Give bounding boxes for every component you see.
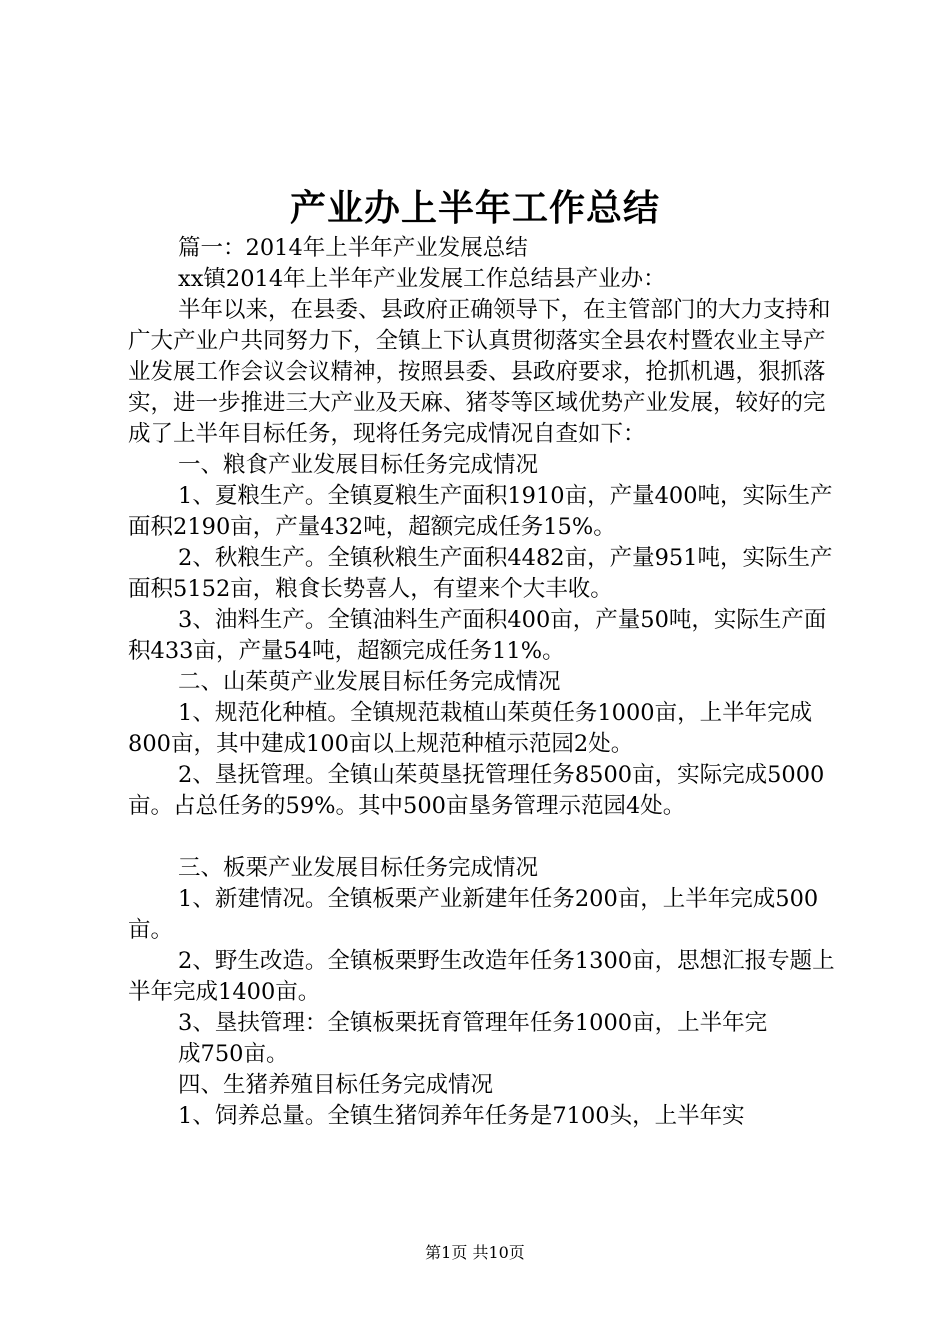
paragraph-autumn-grain: 2、秋粮生产。全镇秋粮生产面积4482亩，产量951吨，实际生产面积5152亩，粮食长势喜人，有望来个大丰收。 — [128, 545, 833, 602]
paragraph-reclamation: 2、垦抚管理。全镇山茱萸垦抚管理任务8500亩，实际完成5000亩。占总任务的59%。其中500亩垦务管理示范园4处。 — [128, 762, 825, 819]
section-heading-pig: 四、生猪养殖目标任务完成情况 — [178, 1072, 494, 1098]
paragraph-intro: 半年以来，在县委、县政府正确领导下，在主管部门的大力支持和广大产业户共同努力下，全镇上下认真贯彻落实全县农村暨农业主导产业发展工作会议会议精神，按照县委、县政府要求，抢抓机遇，狠抓落实，进一步推进三大产业及天麻、猪苓等区域优势产业发展，较好的完成了上半年目标任务，现将任务完成情况自查如下： — [128, 297, 831, 447]
page-number-footer: 第1页 共10页 — [425, 1243, 525, 1262]
document-body — [128, 233, 840, 1132]
section-heading-chestnut: 三、板栗产业发展目标任务完成情况 — [178, 855, 539, 881]
paragraph-wild-improvement: 2、野生改造。全镇板栗野生改造年任务1300亩，思想汇报专题上半年完成1400亩。 — [128, 948, 835, 1005]
paragraph-new-construction: 1、新建情况。全镇板栗产业新建年任务200亩，上半年完成500亩。 — [128, 886, 819, 943]
section-heading-grain: 一、粮食产业发展目标任务完成情况 — [178, 452, 539, 478]
section-heading-cornus: 二、山茱萸产业发展目标任务完成情况 — [178, 669, 561, 695]
paragraph-management-cont: 成750亩。 — [178, 1041, 289, 1067]
paragraph-management: 3、垦扶管理：全镇板栗抚育管理年任务1000亩，上半年完 — [178, 1010, 768, 1036]
document-title: 产业办上半年工作总结 — [289, 187, 660, 229]
paragraph-heading-report: xx镇2014年上半年产业发展工作总结县产业办： — [178, 266, 666, 292]
paragraph-oil-crops: 3、油料生产。全镇油料生产面积400亩，产量50吨，实际生产面积433亩，产量54吨，超额完成任务11%。 — [128, 607, 827, 664]
paragraph-subtitle: 篇一：2014年上半年产业发展总结 — [178, 235, 528, 261]
paragraph-feeding-total: 1、饲养总量。全镇生猪饲养年任务是7100头，上半年实 — [178, 1103, 745, 1129]
paragraph-summer-grain: 1、夏粮生产。全镇夏粮生产面积1910亩，产量400吨，实际生产面积2190亩，产量432吨，超额完成任务15%。 — [128, 483, 833, 540]
paragraph-standard-planting: 1、规范化种植。全镇规范栽植山茱萸任务1000亩，上半年完成800亩，其中建成100亩以上规范种植示范园2处。 — [128, 700, 813, 757]
